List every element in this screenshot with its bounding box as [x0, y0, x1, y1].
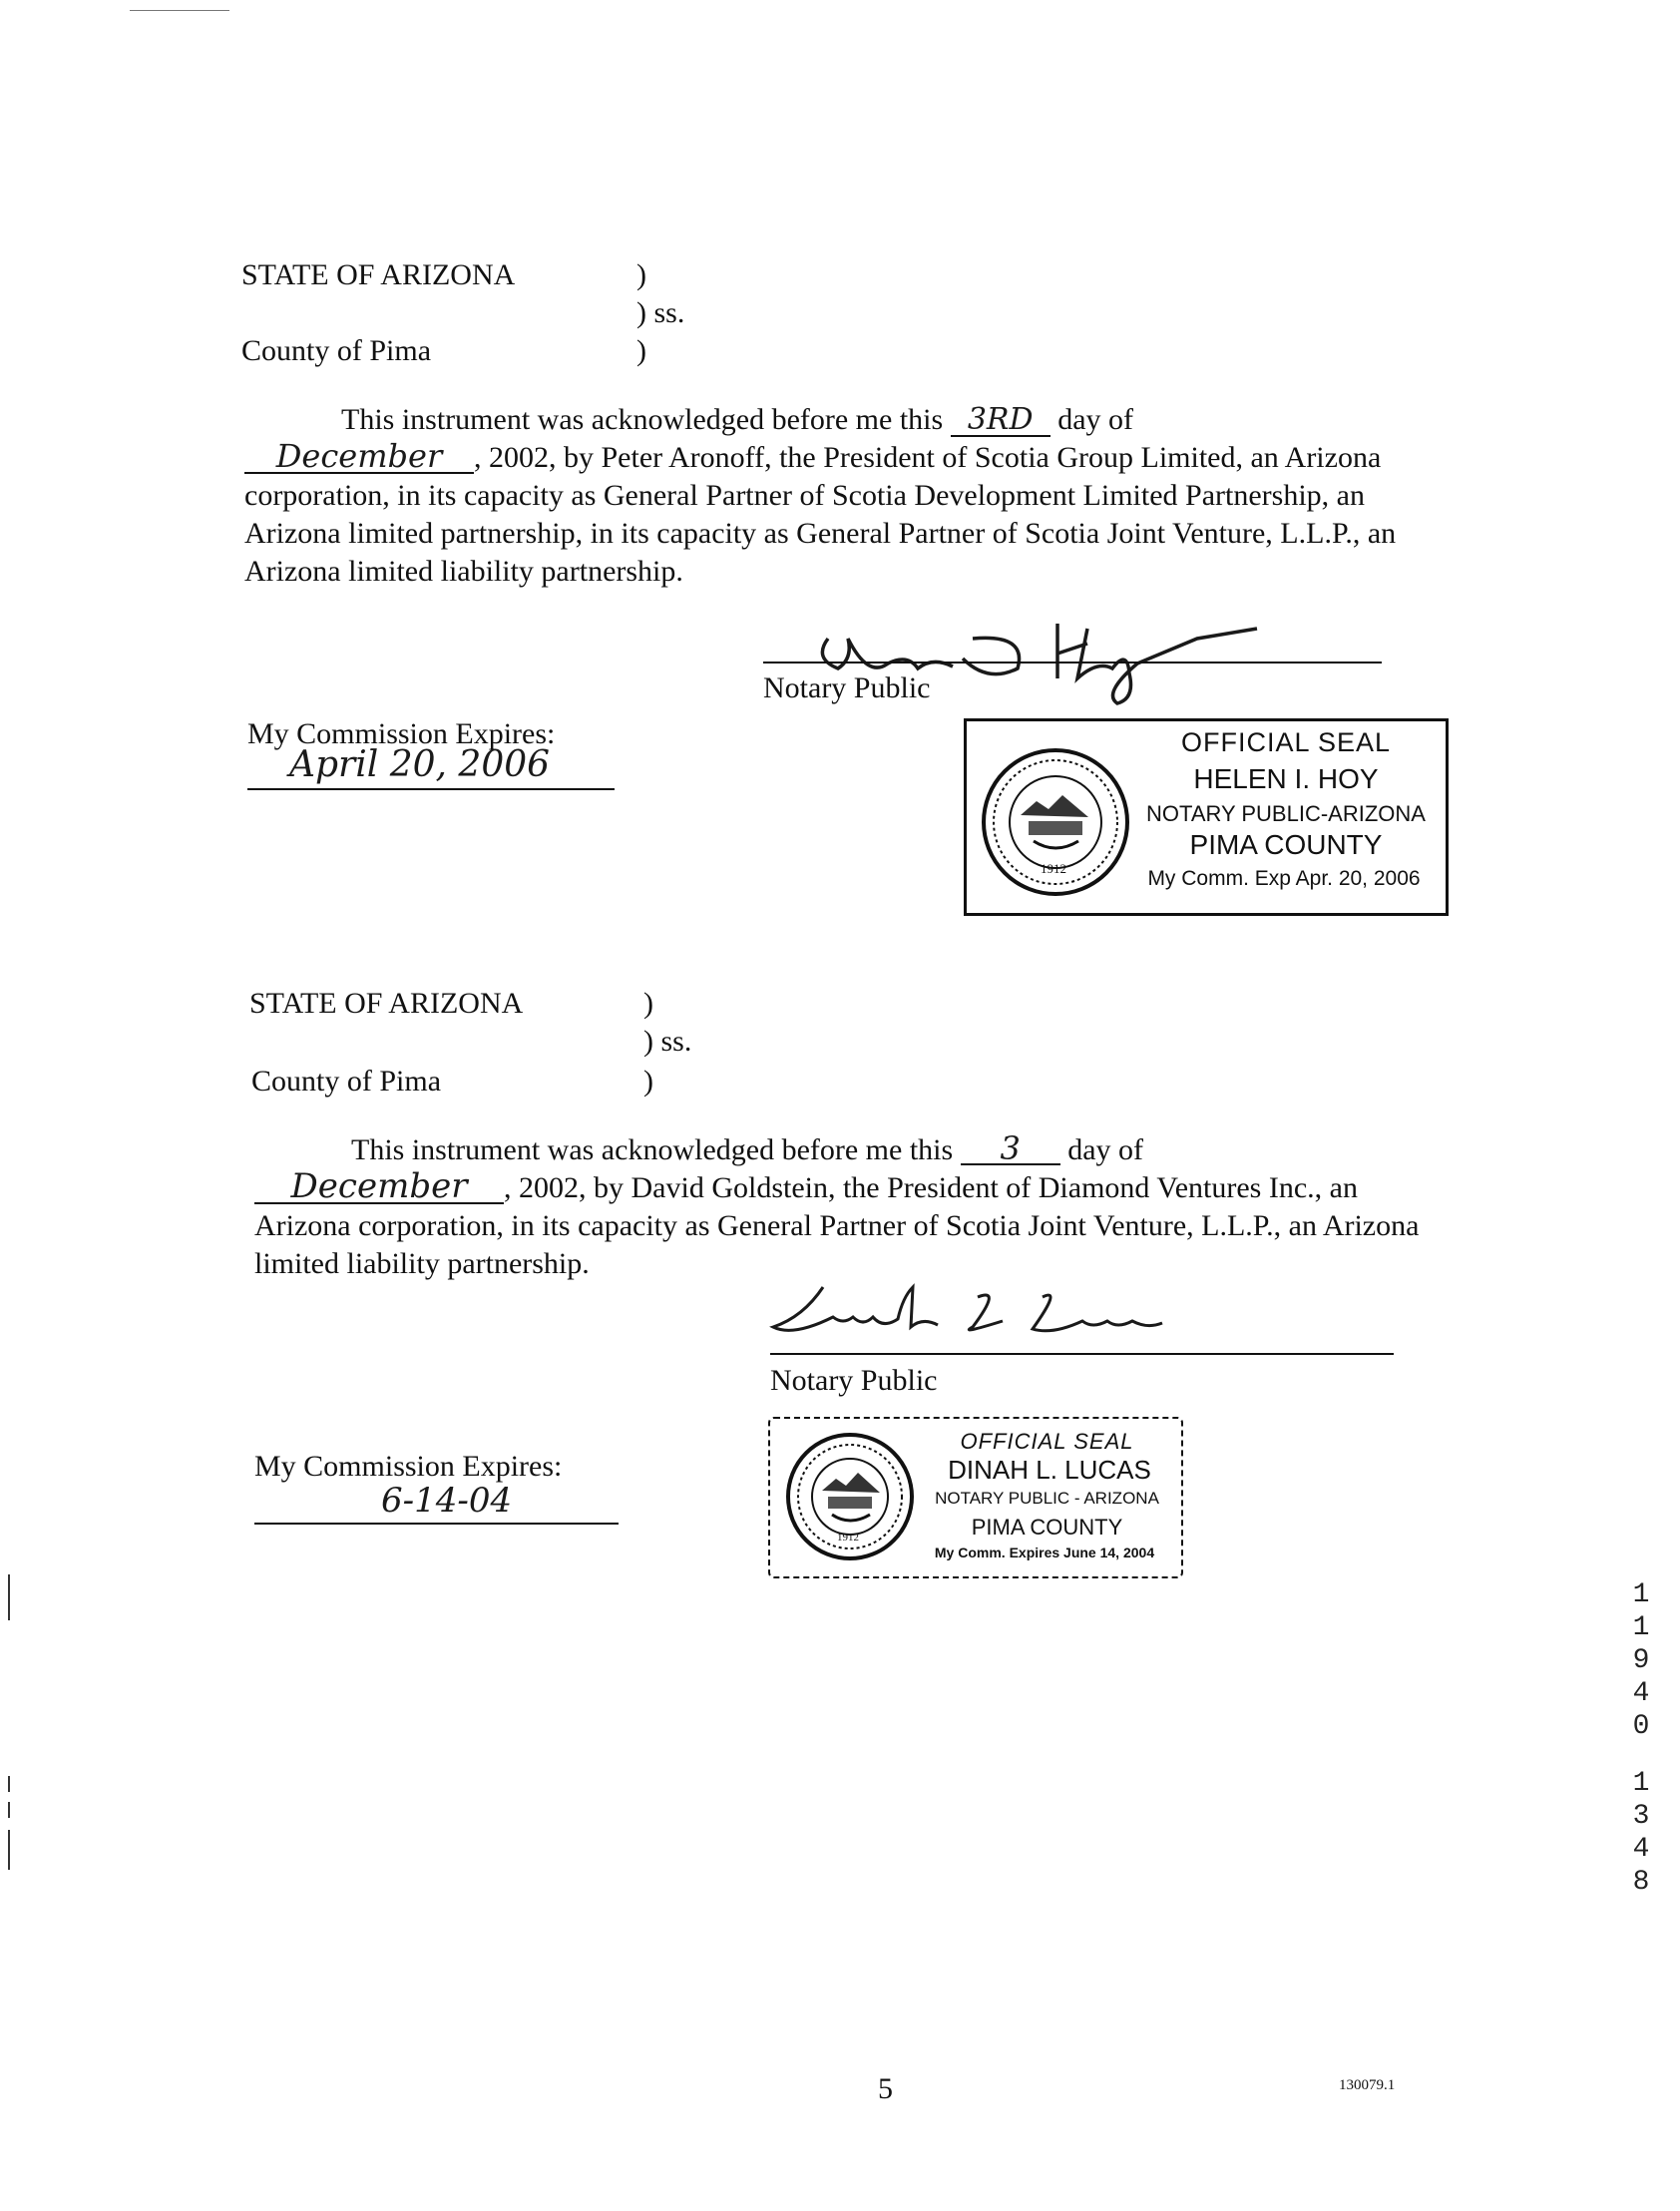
- handwritten-month: December: [244, 440, 474, 474]
- scan-artifact-line: [130, 10, 229, 11]
- county-heading: County of Pima: [251, 1065, 442, 1098]
- state-heading: STATE OF ARIZONA: [249, 987, 524, 1020]
- day-of-text: day of: [1057, 403, 1133, 436]
- county-heading: County of Pima: [241, 334, 432, 367]
- seal-notary-line: NOTARY PUBLIC - ARIZONA: [935, 1489, 1159, 1508]
- official-seal-helen-hoy: [964, 718, 1449, 916]
- official-seal-dinah-lucas: [768, 1417, 1183, 1578]
- margin-digit: 1: [1632, 1612, 1650, 1643]
- venue-paren: ): [636, 334, 646, 367]
- margin-digit: 3: [1632, 1801, 1650, 1832]
- page-number: 5: [878, 2072, 893, 2105]
- signature-line: [763, 662, 1382, 663]
- seal-county: PIMA COUNTY: [1189, 829, 1383, 860]
- handwritten-day: 3RD: [951, 405, 1050, 437]
- ack-lead-text: This instrument was acknowledged before me this: [351, 1133, 954, 1166]
- margin-digit: 4: [1632, 1834, 1650, 1865]
- notary-public-label: Notary Public: [763, 671, 931, 704]
- scan-artifact-mark: [8, 1830, 10, 1870]
- ack-body-text: , 2002, by David Goldstein, the President of Diamond Ventures Inc., an Arizona corporation, in its capacity as General Partner of Scotia Joint Venture, L.L.P., an Arizona limited liability partnership.: [254, 1171, 1420, 1280]
- seal-notary-line: NOTARY PUBLIC-ARIZONA: [1146, 801, 1426, 826]
- ack-body-text: , 2002, by Peter Aronoff, the President of Scotia Group Limited, an Arizona corporation, in its capacity as General Partner of Scotia Development Limited Partnership, an Arizona limited partnership, in its capacity as General Partner of Scotia Joint Venture, L.L.P., an Arizona limited liability partnership.: [244, 441, 1397, 588]
- margin-digit: 4: [1632, 1678, 1650, 1709]
- margin-digit: 0: [1632, 1711, 1650, 1742]
- ack-lead-text: This instrument was acknowledged before me this: [341, 403, 944, 436]
- margin-digit: 1: [1632, 1579, 1650, 1610]
- document-id: 130079.1: [1339, 2077, 1396, 2093]
- seal-name: HELEN I. HOY: [1193, 763, 1379, 794]
- commission-date-line: [247, 788, 615, 790]
- scan-artifact-mark: [8, 1776, 10, 1792]
- seal-expiration: My Comm. Exp Apr. 20, 2006: [1147, 867, 1421, 890]
- arizona-state-seal-icon: [979, 745, 1132, 899]
- day-of-text: day of: [1067, 1133, 1143, 1166]
- acknowledgment-paragraph-1: [244, 401, 1422, 591]
- seal-title: OFFICIAL SEAL: [1180, 727, 1392, 757]
- scan-artifact-mark: [8, 1574, 10, 1620]
- commission-date-line: [254, 1523, 619, 1525]
- seal-emblem-year: 1912: [1041, 861, 1066, 876]
- commission-expires-label: My Commission Expires:: [254, 1450, 563, 1483]
- seal-title: OFFICIAL SEAL: [960, 1429, 1134, 1454]
- ss-label: ) ss.: [643, 1025, 692, 1058]
- scan-artifact-mark: [8, 1802, 10, 1818]
- commission-expires-label: My Commission Expires:: [247, 717, 556, 750]
- arizona-state-seal-icon: [784, 1431, 916, 1562]
- state-heading: STATE OF ARIZONA: [241, 258, 516, 291]
- venue-paren: ): [643, 987, 653, 1020]
- margin-digit: 1: [1632, 1768, 1650, 1799]
- handwritten-commission-date: 6-14-04: [381, 1481, 513, 1521]
- margin-digit: 9: [1632, 1645, 1650, 1676]
- margin-digit: 8: [1632, 1867, 1650, 1898]
- acknowledgment-paragraph-2: [254, 1131, 1432, 1283]
- venue-paren: ): [636, 258, 646, 291]
- seal-emblem-year: 1912: [837, 1532, 859, 1544]
- margin-stamp-number: [1626, 1578, 1656, 1899]
- handwritten-commission-date: April 20, 2006: [289, 744, 551, 785]
- venue-paren: ): [643, 1065, 653, 1098]
- seal-name: DINAH L. LUCAS: [948, 1455, 1151, 1485]
- signature-line: [770, 1353, 1394, 1355]
- handwritten-month: December: [254, 1170, 504, 1204]
- notary-public-label: Notary Public: [770, 1364, 938, 1397]
- seal-expiration: My Comm. Expires June 14, 2004: [934, 1545, 1155, 1560]
- notary-signature: [763, 1277, 1402, 1357]
- ss-label: ) ss.: [636, 296, 685, 329]
- seal-county: PIMA COUNTY: [971, 1515, 1123, 1540]
- handwritten-day: 3: [961, 1133, 1060, 1165]
